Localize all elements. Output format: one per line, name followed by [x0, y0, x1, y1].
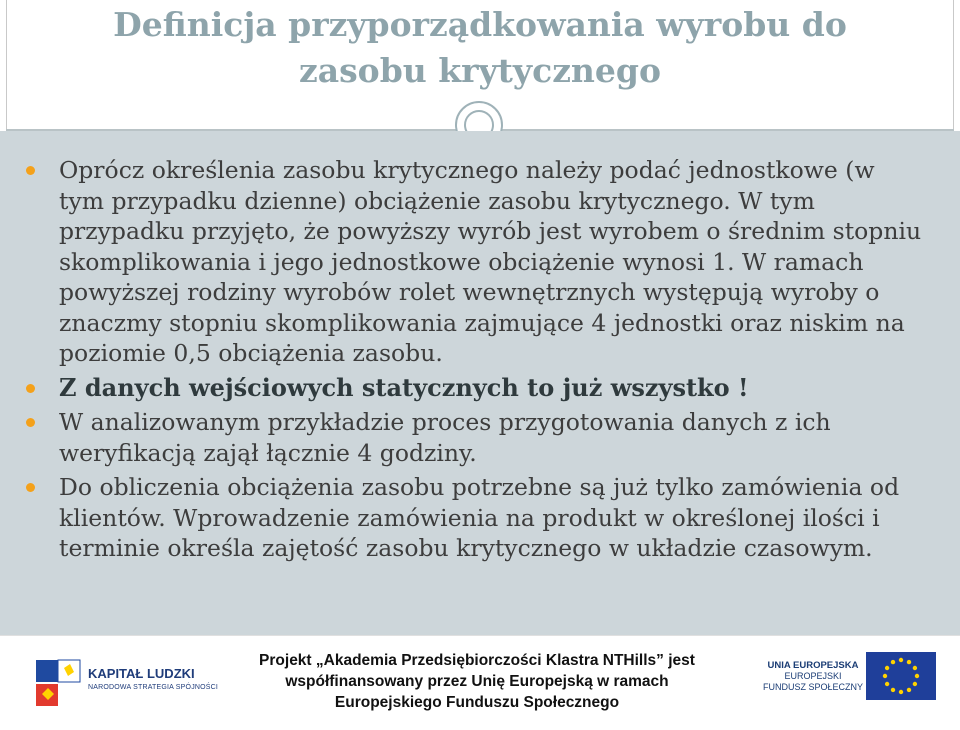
- bullet-text: Do obliczenia obciążenia zasobu potrzebne są już tylko zamówienia od klientów. Wprowadzenie zamówienia na produkt w określonej ilości i terminie określa zajętość zasobu krytycznego w układzie czasowym.: [59, 473, 900, 562]
- bullet-dot-icon: [26, 418, 35, 427]
- eu-fund-text: [758, 660, 868, 693]
- bullet-dot-icon: [26, 483, 35, 492]
- eu-line2: EUROPEJSKI: [784, 671, 842, 681]
- bullet-dot-icon: [26, 384, 35, 393]
- slide-title-line1: Definicja przyporządkowania wyrobu do: [113, 5, 847, 44]
- bullet-list: [24, 155, 924, 568]
- slide-title-line2: zasobu krytycznego: [298, 51, 662, 90]
- bullet-text: Oprócz określenia zasobu krytycznego należy podać jednostkowe (w tym przypadku dzienne) obciążenie zasobu krytycznego. W tym przypadku przyjęto, że powyższy wyrób jest wyrobem o średnim stopniu skomplikowania i jego jednostkowe obciążenie wynosi 1. W ramach powyższej rodziny wyrobów rolet wewnętrznych występują wyroby o znaczmy stopniu skomplikowania zajmujące 4 jednostki oraz niskim na poziomie 0,5 obciążenia zasobu.: [59, 156, 922, 367]
- bullet-item: [24, 407, 924, 468]
- kapital-ludzki-name: KAPITAŁ LUDZKI: [88, 666, 195, 681]
- project-line1: Projekt „Akademia Przedsiębiorczości Klastra NTHills” jest: [259, 652, 695, 669]
- project-info: [222, 650, 732, 713]
- eu-line1: UNIA EUROPEJSKA: [767, 660, 859, 671]
- eu-line3: FUNDUSZ SPOŁECZNY: [762, 682, 863, 692]
- project-line2: współfinansowany przez Unię Europejską w ramach: [285, 673, 669, 690]
- project-line3: Europejskiego Funduszu Społecznego: [334, 694, 620, 711]
- bullet-item: [24, 472, 924, 564]
- kapital-ludzki-logo-icon: [28, 654, 88, 712]
- bullet-text: Z danych wejściowych statycznych to już wszystko !: [59, 372, 749, 402]
- eu-flag-icon: [866, 652, 936, 700]
- footer-banner: [0, 635, 960, 730]
- slide-title: [0, 2, 960, 94]
- bullet-item: [24, 155, 924, 369]
- slide-content: [0, 131, 960, 635]
- bullet-item: [24, 373, 924, 404]
- kapital-ludzki-subtitle: NARODOWA STRATEGIA SPÓJNOŚCI: [88, 684, 219, 691]
- bullet-dot-icon: [26, 166, 35, 175]
- bullet-text: W analizowanym przykładzie proces przygotowania danych z ich weryfikacją zajął łącznie 4 godziny.: [59, 408, 831, 467]
